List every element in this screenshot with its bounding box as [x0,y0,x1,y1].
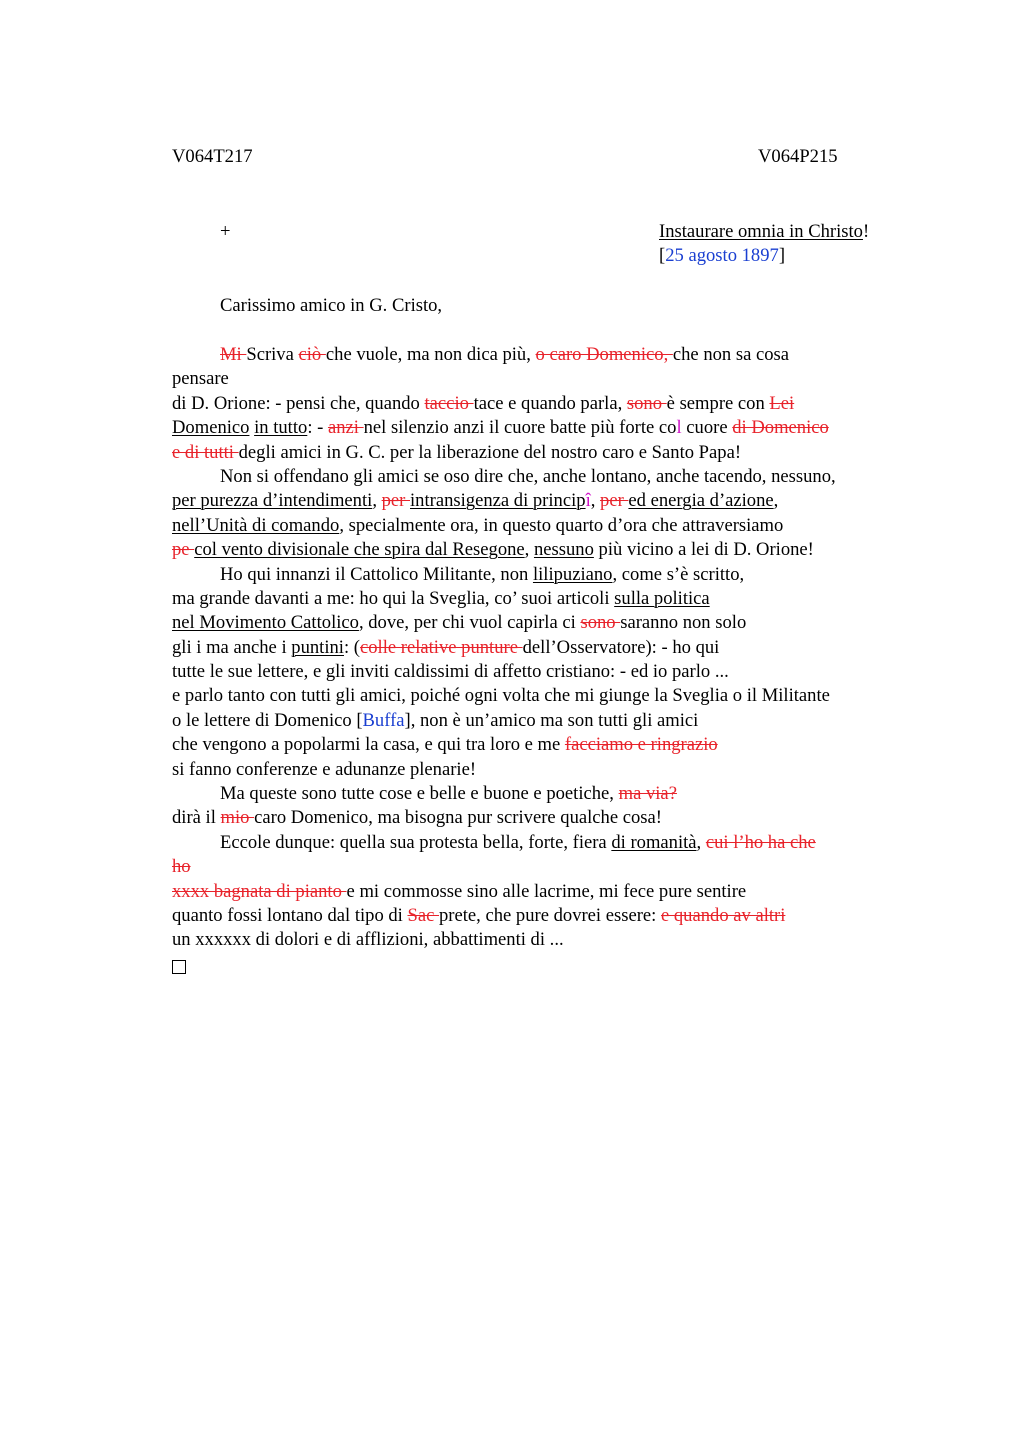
text-run: caro Domenico, ma bisogna pur scrivere qualche cosa! [254,807,662,829]
salutation: Carissimo amico in G. Cristo, [220,295,443,316]
underlined-text: per purezza d’intendimenti [172,490,373,512]
motto [659,220,869,244]
text-run: nel silenzio anzi il cuore batte più forte co [363,417,677,439]
deleted-text: xxxx bagnata di pianto [172,880,347,902]
text-run: e parlo tanto con tutti gli amici, poiché ogni volta che mi giunge la Sveglia o il Militante [172,685,830,707]
motto-exclamation: ! [862,221,870,242]
text-run: gli i ma anche i [172,636,292,658]
letter-line [172,806,912,830]
corrected-letter: l [676,417,682,439]
letter-line [172,684,912,708]
text-run: ], non è un’amico ma son tutti gli amici [404,709,699,731]
text-run: è sempre con [666,392,770,414]
text-run: , [372,490,382,512]
letter-line [172,465,912,489]
letter-line [172,367,912,391]
deleted-text: pe [172,539,195,561]
deleted-text: e di tutti [172,441,239,463]
letter-line [172,441,912,465]
underlined-text: ed energia d’azione [628,490,774,512]
date-close-bracket: ] [778,245,786,266]
letter-line [172,758,912,782]
deleted-text: per [381,490,410,512]
underlined-text: nel Movimento Cattolico [172,612,359,634]
deleted-text: cui l’ho ha che [705,831,816,853]
letter-line [172,831,912,855]
text-run: Scriva [246,344,299,365]
letter-line [172,904,912,928]
archive-code-left: V064T217 [172,146,253,167]
text-run: un xxxxxx di dolori e di afflizioni, abbattimenti di ... [172,929,564,951]
date-text: 25 agosto 1897 [665,245,779,266]
editorial-insertion: Buffa [362,709,405,731]
deleted-text: Lei [769,392,795,414]
letter-line [172,587,912,611]
text-run: degli amici in G. C. per la liberazione del nostro caro e Santo Papa! [238,441,742,463]
text-run: Ho qui innanzi il Cattolico Militante, non [220,563,533,585]
text-run: dell’Osservatore): - ho qui [522,636,720,658]
letter-line [172,660,912,684]
deleted-text: sono [626,392,667,414]
text-run: : ( [343,636,360,658]
text-run: che vengono a popolarmi la casa, e qui tra loro e me [172,734,565,756]
underlined-text: nell’Unità di comando [172,514,340,536]
letter-line [172,563,912,587]
letter-line [172,489,912,513]
deleted-text: e quando av altri [660,904,786,926]
text-run: Eccole dunque: quella sua protesta bella, forte, fiera [220,831,612,853]
text-run: pensare [172,368,229,390]
letter-line [172,782,912,806]
underlined-text: di romanità [611,831,697,853]
corrected-letter: î [585,490,591,512]
deleted-text: per [600,490,629,512]
underlined-text: nessuno [533,539,594,561]
text-run: dirà il [172,807,221,829]
text-run: tutte le sue lettere, e gli inviti caldissimi di affetto cristiano: - ed io parlo ... [172,661,729,683]
deleted-text: ho [172,856,191,878]
deleted-text: anzi [327,417,364,439]
text-run: Ma queste sono tutte cose e belle e buone e poetiche, [220,783,619,805]
letter-date [659,244,785,268]
underlined-text: sulla politica [614,587,710,609]
archive-code-right: V064P215 [758,146,838,167]
letter-line [172,928,912,952]
underlined-text: puntini [291,636,344,658]
deleted-text: di Domenico [732,417,829,439]
underlined-text: col vento divisionale che spira dal Resegone [194,539,525,561]
text-run: più vicino a lei di D. Orione! [593,539,814,561]
text-run: , specialmente ora, in questo quarto d’ora che attraversiamo [339,514,784,536]
deleted-text: mio [220,807,255,829]
text-run: e mi commosse sino alle lacrime, mi fece pure sentire [346,880,747,902]
text-run: , [524,539,534,561]
letter-line [172,416,912,440]
letter-body [172,343,912,953]
text-run: saranno non solo [620,612,747,634]
text-run: , dove, per chi vuol capirla ci [358,612,581,634]
cross-symbol: + [220,221,231,242]
letter-line [172,343,912,367]
deleted-text: facciamo e ringrazio [564,734,718,756]
letter-line [172,636,912,660]
text-run: si fanno conferenze e adunanze plenarie! [172,758,477,780]
letter-line [172,538,912,562]
underlined-text: lilipuziano [532,563,613,585]
letter-line [172,709,912,733]
text-run: , [696,831,706,853]
underlined-text: intransigenza di princip [410,490,586,512]
text-run: tace e quando parla, [473,392,627,414]
letter-line [172,733,912,757]
text-run: Non si offendano gli amici se oso dire che, anche lontano, anche tacendo, nessuno, [220,465,836,487]
deleted-text: Sac [407,904,439,926]
text-run: quanto fossi lontano dal tipo di [172,904,408,926]
text-run: che non sa cosa [672,344,790,365]
letter-line [172,611,912,635]
text-run: , [773,490,779,512]
text-run: prete, che pure dovrei essere: [439,904,661,926]
letter-line [172,880,912,904]
underlined-text: in tutto [254,417,308,439]
deleted-text: Mi [220,344,247,365]
letter-line [172,855,912,879]
text-run: che vuole, ma non dica più, [325,344,536,365]
text-run: di D. Orione: - pensi che, quando [172,392,425,414]
letter-line [172,392,912,416]
letter-line [172,514,912,538]
deleted-text: ciò [298,344,326,365]
text-run: : - [307,417,328,439]
motto-text: Instaurare omnia in Christo [659,221,863,242]
deleted-text: colle relative punture [359,636,523,658]
text-run: , come s’è scritto, [612,563,745,585]
deleted-text: sono [580,612,621,634]
deleted-text: o caro Domenico, [535,344,673,365]
text-run: cuore [681,417,733,439]
text-run: o le lettere di Domenico [ [172,709,363,731]
deleted-text: taccio [424,392,474,414]
text-run: , [590,490,601,512]
end-of-page-box [172,954,186,981]
text-run: ma grande davanti a me: ho qui la Sveglia, co’ suoi articoli [172,587,615,609]
underlined-text: Domenico [172,417,250,439]
date-open-bracket: [ [659,245,666,266]
deleted-text: ma via? [618,783,677,805]
